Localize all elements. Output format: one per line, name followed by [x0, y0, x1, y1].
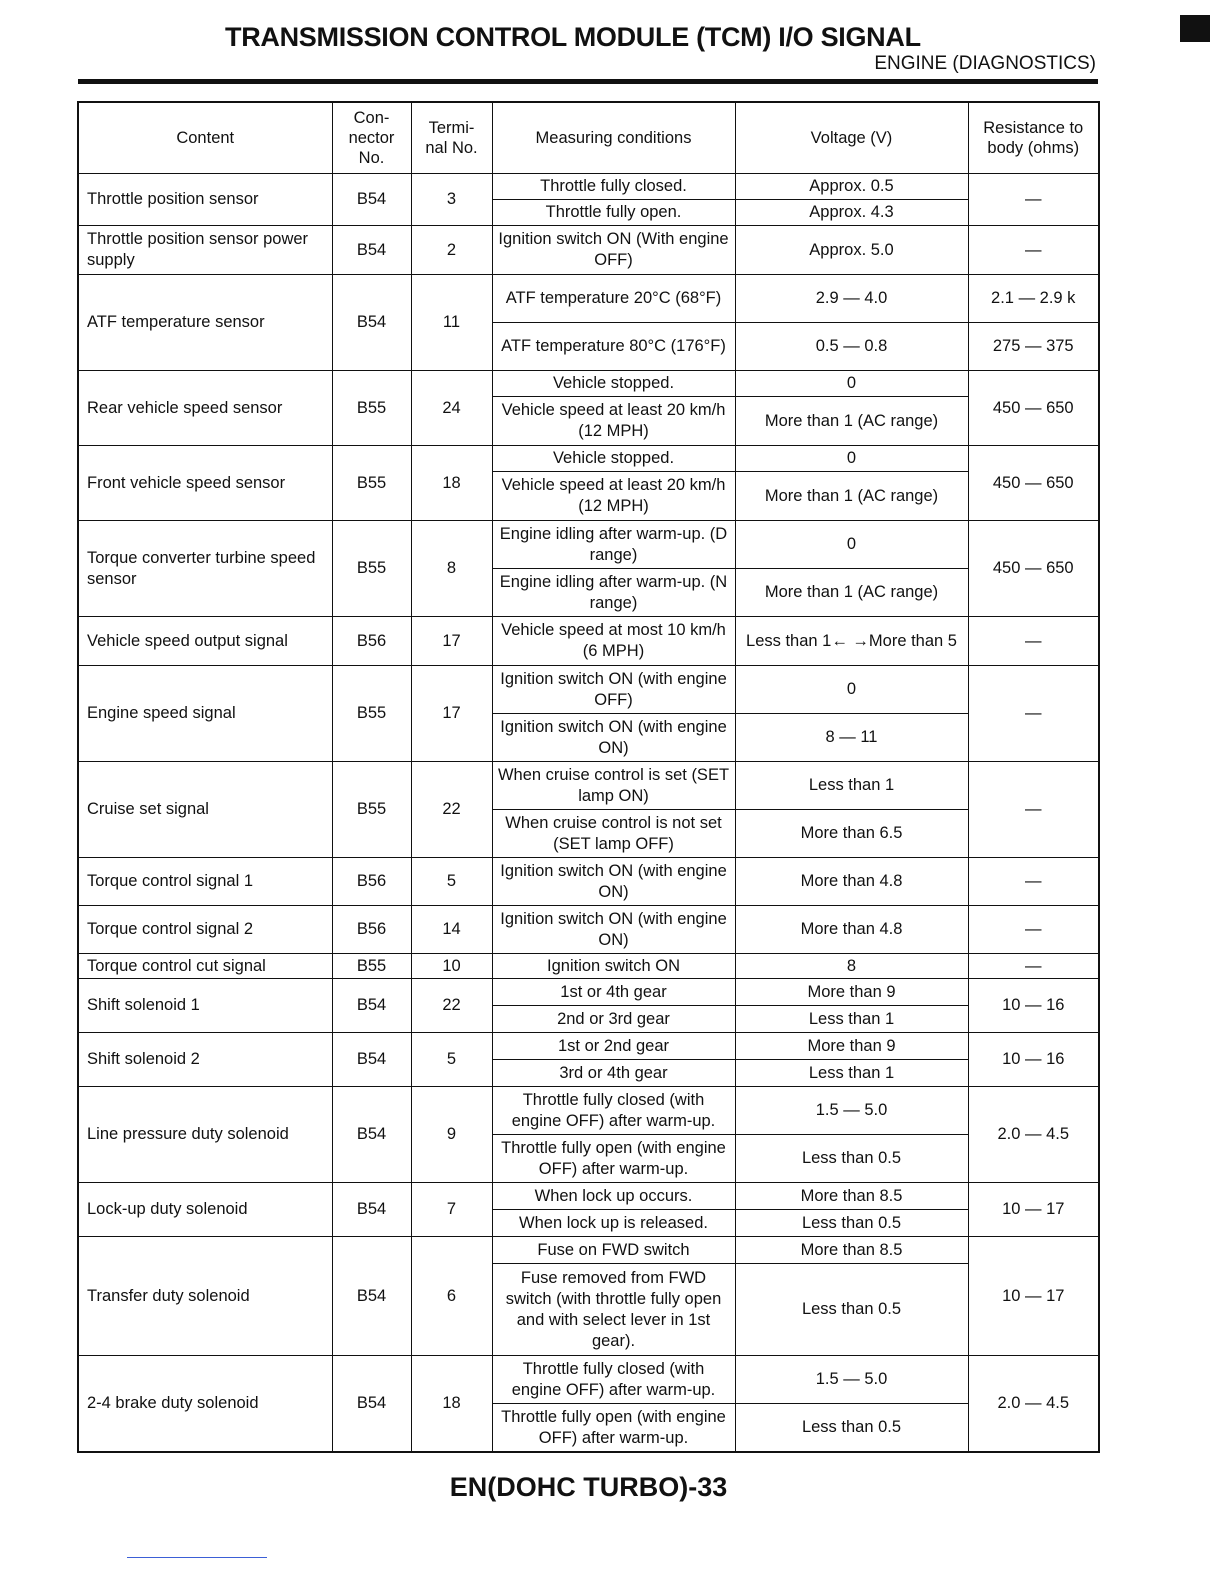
terminal-cell: 24 — [411, 371, 492, 446]
connector-cell: B55 — [332, 521, 411, 617]
resistance-cell: — — [968, 666, 1099, 762]
condition-cell: ATF temperature 80°C (176°F) — [492, 323, 735, 371]
voltage-cell: More than 4.8 — [735, 906, 968, 954]
section-label: ENGINE (DIAGNOSTICS) — [874, 53, 1096, 74]
condition-cell: Vehicle stopped. — [492, 371, 735, 397]
connector-cell: B54 — [332, 226, 411, 275]
resistance-cell: — — [968, 762, 1099, 858]
condition-cell: 1st or 2nd gear — [492, 1033, 735, 1060]
voltage-cell: 8 — 11 — [735, 714, 968, 762]
voltage-cell: 2.9 — 4.0 — [735, 275, 968, 323]
connector-cell: B56 — [332, 858, 411, 906]
content-cell: Torque control cut signal — [78, 954, 332, 979]
content-cell: Throttle position sensor — [78, 174, 332, 226]
col-header-terminal-text: Termi- nal No. — [425, 119, 478, 157]
connector-cell: B55 — [332, 446, 411, 521]
resistance-cell: 450 — 650 — [968, 371, 1099, 446]
connector-cell: B54 — [332, 1183, 411, 1237]
col-header-connector-text: Con- nector No. — [348, 109, 395, 167]
resistance-cell: 10 — 16 — [968, 1033, 1099, 1087]
content-cell: Shift solenoid 2 — [78, 1033, 332, 1087]
voltage-cell: Approx. 5.0 — [735, 226, 968, 275]
resistance-cell: 10 — 16 — [968, 979, 1099, 1033]
condition-cell: Throttle fully closed (with engine OFF) after warm-up. — [492, 1087, 735, 1135]
voltage-cell: Approx. 0.5 — [735, 174, 968, 200]
table-row — [78, 666, 1099, 714]
content-cell: Torque control signal 2 — [78, 906, 332, 954]
table-header-row — [78, 102, 1099, 174]
voltage-cell: Less than 1 — [735, 1060, 968, 1087]
resistance-cell: 450 — 650 — [968, 446, 1099, 521]
table-row — [78, 1087, 1099, 1135]
col-header-terminal — [411, 102, 492, 174]
col-header-resistance-text: Resistance to body (ohms) — [983, 119, 1084, 157]
bottom-link-underline — [127, 1557, 267, 1558]
resistance-cell: — — [968, 617, 1099, 666]
table-row — [78, 521, 1099, 569]
voltage-cell: Less than 1← →More than 5 — [735, 617, 968, 666]
table-row — [78, 906, 1099, 954]
voltage-cell: Less than 1 — [735, 1006, 968, 1033]
condition-cell: When lock up is released. — [492, 1210, 735, 1237]
voltage-cell: More than 9 — [735, 979, 968, 1006]
condition-cell: Vehicle speed at least 20 km/h (12 MPH) — [492, 472, 735, 521]
condition-cell: Throttle fully open (with engine OFF) after warm-up. — [492, 1135, 735, 1183]
table-row — [78, 979, 1099, 1006]
condition-cell: 2nd or 3rd gear — [492, 1006, 735, 1033]
resistance-cell: 10 — 17 — [968, 1183, 1099, 1237]
condition-cell: Throttle fully open. — [492, 200, 735, 226]
voltage-cell: Less than 1 — [735, 762, 968, 810]
resistance-cell: — — [968, 906, 1099, 954]
content-cell: Front vehicle speed sensor — [78, 446, 332, 521]
content-cell: Torque converter turbine speed sensor — [78, 521, 332, 617]
terminal-cell: 22 — [411, 979, 492, 1033]
content-cell: Line pressure duty solenoid — [78, 1087, 332, 1183]
tcm-signal-table — [77, 101, 1100, 1453]
table-row — [78, 275, 1099, 323]
col-header-voltage: Voltage (V) — [735, 102, 968, 174]
condition-cell: When cruise control is not set (SET lamp OFF) — [492, 810, 735, 858]
condition-cell: Vehicle stopped. — [492, 446, 735, 472]
resistance-cell: 10 — 17 — [968, 1237, 1099, 1356]
content-cell: Transfer duty solenoid — [78, 1237, 332, 1356]
connector-cell: B54 — [332, 1356, 411, 1453]
condition-cell: Ignition switch ON (with engine ON) — [492, 906, 735, 954]
connector-cell: B55 — [332, 762, 411, 858]
terminal-cell: 14 — [411, 906, 492, 954]
table-row — [78, 446, 1099, 472]
table-row — [78, 1033, 1099, 1060]
connector-cell: B54 — [332, 1087, 411, 1183]
table-row — [78, 1183, 1099, 1210]
voltage-cell: 1.5 — 5.0 — [735, 1087, 968, 1135]
condition-cell: Vehicle speed at most 10 km/h (6 MPH) — [492, 617, 735, 666]
voltage-cell: More than 9 — [735, 1033, 968, 1060]
content-cell: Shift solenoid 1 — [78, 979, 332, 1033]
voltage-cell: Less than 0.5 — [735, 1404, 968, 1453]
content-cell: Vehicle speed output signal — [78, 617, 332, 666]
title-rule — [78, 79, 1098, 84]
table-row — [78, 226, 1099, 275]
terminal-cell: 6 — [411, 1237, 492, 1356]
connector-cell: B54 — [332, 1033, 411, 1087]
terminal-cell: 18 — [411, 446, 492, 521]
connector-cell: B54 — [332, 174, 411, 226]
page-title: TRANSMISSION CONTROL MODULE (TCM) I/O SIGNAL — [225, 22, 921, 52]
terminal-cell: 9 — [411, 1087, 492, 1183]
terminal-cell: 22 — [411, 762, 492, 858]
voltage-cell: 0 — [735, 521, 968, 569]
voltage-cell: More than 1 (AC range) — [735, 397, 968, 446]
condition-cell: ATF temperature 20°C (68°F) — [492, 275, 735, 323]
table-row — [78, 762, 1099, 810]
resistance-cell: — — [968, 226, 1099, 275]
resistance-cell: — — [968, 858, 1099, 906]
condition-cell: Ignition switch ON (with engine OFF) — [492, 666, 735, 714]
terminal-cell: 2 — [411, 226, 492, 275]
terminal-cell: 17 — [411, 617, 492, 666]
voltage-cell: 0.5 — 0.8 — [735, 323, 968, 371]
terminal-cell: 17 — [411, 666, 492, 762]
resistance-cell: 275 — 375 — [968, 323, 1099, 371]
connector-cell: B56 — [332, 617, 411, 666]
content-cell: Throttle position sensor power supply — [78, 226, 332, 275]
content-cell: Cruise set signal — [78, 762, 332, 858]
terminal-cell: 5 — [411, 1033, 492, 1087]
resistance-cell: 2.0 — 4.5 — [968, 1087, 1099, 1183]
table-row — [78, 174, 1099, 200]
connector-cell: B55 — [332, 371, 411, 446]
voltage-cell: 0 — [735, 446, 968, 472]
voltage-cell: 1.5 — 5.0 — [735, 1356, 968, 1404]
content-cell: Rear vehicle speed sensor — [78, 371, 332, 446]
condition-cell: Fuse removed from FWD switch (with throttle fully open and with select lever in 1st gear). — [492, 1264, 735, 1356]
voltage-cell: Less than 0.5 — [735, 1210, 968, 1237]
content-cell: 2-4 brake duty solenoid — [78, 1356, 332, 1453]
col-header-content: Content — [78, 102, 332, 174]
condition-cell: Ignition switch ON (With engine OFF) — [492, 226, 735, 275]
connector-cell: B56 — [332, 906, 411, 954]
voltage-cell: Approx. 4.3 — [735, 200, 968, 226]
resistance-cell: 2.1 — 2.9 k — [968, 275, 1099, 323]
condition-cell: Throttle fully closed (with engine OFF) after warm-up. — [492, 1356, 735, 1404]
resistance-cell: — — [968, 174, 1099, 226]
voltage-cell: 0 — [735, 666, 968, 714]
table-row — [78, 858, 1099, 906]
voltage-cell: More than 4.8 — [735, 858, 968, 906]
condition-cell: Engine idling after warm-up. (N range) — [492, 569, 735, 617]
voltage-cell: More than 6.5 — [735, 810, 968, 858]
condition-cell: Ignition switch ON (with engine ON) — [492, 714, 735, 762]
table-body — [78, 174, 1099, 1453]
terminal-cell: 3 — [411, 174, 492, 226]
content-cell: Engine speed signal — [78, 666, 332, 762]
table-row — [78, 617, 1099, 666]
resistance-cell: 450 — 650 — [968, 521, 1099, 617]
voltage-cell: 8 — [735, 954, 968, 979]
content-cell: Torque control signal 1 — [78, 858, 332, 906]
content-cell: ATF temperature sensor — [78, 275, 332, 371]
table-row — [78, 1237, 1099, 1264]
voltage-cell: More than 1 (AC range) — [735, 472, 968, 521]
terminal-cell: 5 — [411, 858, 492, 906]
terminal-cell: 18 — [411, 1356, 492, 1453]
col-header-connector — [332, 102, 411, 174]
resistance-cell: 2.0 — 4.5 — [968, 1356, 1099, 1453]
voltage-cell: Less than 0.5 — [735, 1135, 968, 1183]
condition-cell: Ignition switch ON — [492, 954, 735, 979]
voltage-cell: 0 — [735, 371, 968, 397]
condition-cell: 1st or 4th gear — [492, 979, 735, 1006]
connector-cell: B55 — [332, 666, 411, 762]
terminal-cell: 7 — [411, 1183, 492, 1237]
condition-cell: Throttle fully open (with engine OFF) after warm-up. — [492, 1404, 735, 1453]
condition-cell: Vehicle speed at least 20 km/h (12 MPH) — [492, 397, 735, 446]
connector-cell: B54 — [332, 275, 411, 371]
table-row — [78, 1356, 1099, 1404]
condition-cell: Engine idling after warm-up. (D range) — [492, 521, 735, 569]
corner-tab-mark — [1180, 15, 1210, 42]
terminal-cell: 11 — [411, 275, 492, 371]
table-row — [78, 371, 1099, 397]
voltage-cell: More than 1 (AC range) — [735, 569, 968, 617]
condition-cell: When cruise control is set (SET lamp ON) — [492, 762, 735, 810]
page-number: EN(DOHC TURBO)-33 — [449, 1472, 728, 1502]
condition-cell: Fuse on FWD switch — [492, 1237, 735, 1264]
condition-cell: 3rd or 4th gear — [492, 1060, 735, 1087]
terminal-cell: 8 — [411, 521, 492, 617]
connector-cell: B54 — [332, 979, 411, 1033]
content-cell: Lock-up duty solenoid — [78, 1183, 332, 1237]
voltage-cell: More than 8.5 — [735, 1237, 968, 1264]
col-header-resistance — [968, 102, 1099, 174]
voltage-cell: More than 8.5 — [735, 1183, 968, 1210]
connector-cell: B55 — [332, 954, 411, 979]
condition-cell: When lock up occurs. — [492, 1183, 735, 1210]
terminal-cell: 10 — [411, 954, 492, 979]
condition-cell: Throttle fully closed. — [492, 174, 735, 200]
voltage-cell: Less than 0.5 — [735, 1264, 968, 1356]
connector-cell: B54 — [332, 1237, 411, 1356]
resistance-cell: — — [968, 954, 1099, 979]
col-header-conditions: Measuring conditions — [492, 102, 735, 174]
table-row — [78, 954, 1099, 979]
condition-cell: Ignition switch ON (with engine ON) — [492, 858, 735, 906]
